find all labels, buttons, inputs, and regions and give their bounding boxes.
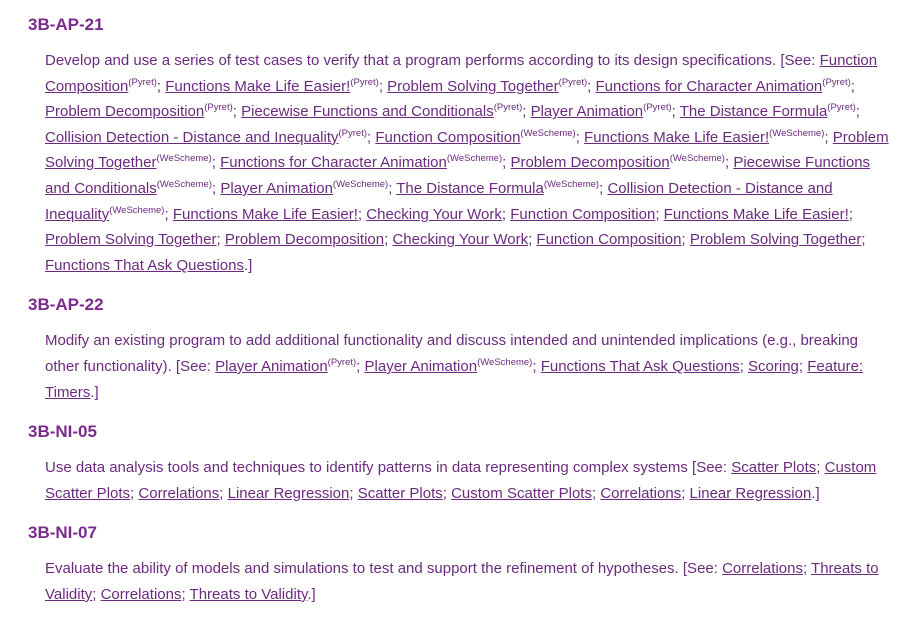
language-tag: (WeScheme) bbox=[156, 178, 213, 190]
language-tag: (Pyret) bbox=[827, 102, 856, 114]
description-text: Evaluate the ability of models and simulations to test and support the refinement of hypotheses. bbox=[45, 560, 679, 578]
language-tag: (Pyret) bbox=[643, 102, 672, 114]
lesson-link[interactable]: Problem Solving Together bbox=[689, 231, 862, 249]
language-tag: (Pyret) bbox=[327, 356, 357, 368]
lesson-link[interactable]: Custom Scatter Plots bbox=[45, 459, 877, 502]
lesson-link[interactable]: Correlations bbox=[138, 484, 220, 502]
lesson-link[interactable]: Functions Make Life Easier! bbox=[172, 205, 358, 223]
language-tag: (Pyret) bbox=[558, 76, 588, 88]
see-prefix: [See: bbox=[692, 459, 728, 477]
description-text: Develop and use a series of test cases to verify that a program performs according to its design specifications. bbox=[45, 52, 777, 69]
lesson-link[interactable]: Correlations bbox=[100, 585, 182, 603]
lesson-link[interactable]: Custom Scatter Plots bbox=[451, 484, 592, 502]
lesson-link[interactable]: Functions That Ask Questions bbox=[45, 256, 244, 274]
lesson-link[interactable]: Problem Solving Together bbox=[45, 128, 889, 172]
lesson-link[interactable]: Threats to Validity bbox=[189, 585, 308, 603]
language-tag: (WeScheme) bbox=[543, 178, 600, 190]
lesson-link[interactable]: Problem Decomposition bbox=[45, 103, 205, 121]
lesson-link[interactable]: Correlations bbox=[722, 560, 803, 578]
lesson-link[interactable]: Linear Regression bbox=[689, 484, 812, 502]
standard-description: Evaluate the ability of models and simulations to test and support the refinement of hypotheses. [See: Correlations; Threats to Validity; Correlations; Threats to Validity.] bbox=[45, 560, 879, 603]
language-tag: (Pyret) bbox=[493, 102, 523, 114]
lesson-link[interactable]: Functions Make Life Easier! bbox=[584, 128, 770, 146]
lesson-link[interactable]: Player Animation bbox=[364, 357, 478, 375]
standard-description: Develop and use a series of test cases to verify that a program performs according to its design specifications. [See: Function Composition$^{(Pyret)}$; Functions Make Life Easier!$^{(Pyret)}$; Problem Solving Together$^{(Pyret)}$; Functions for Character Animation$^{(Pyret)}$; Problem Decomposition$^{(Pyret)}$; Piecewise Functions and Conditionals$^{(Pyret)}$; Player Animation$^{(Pyret)}$; The Distance Formula$^{(Pyret)}$; Collision Detection - Distance and Inequality$^{(Pyret)}$; Function Composition$^{(WeScheme)}$; Functions Make Life Easier!$^{(WeScheme)}$; Problem Solving Together$^{(WeScheme)}$; Functions for Character Animation$^{(WeScheme)}$; Problem Decomposition$^{(WeScheme)}$; Piecewise Functions and Conditionals$^{(WeScheme)}$; Player Animation$^{(WeScheme)}$; The Distance Formula$^{(WeScheme)}$; Collision Detection - Distance and Inequality$^{(WeScheme)}$; Functions Make Life Easier!; Checking Your Work; Function Composition; Functions Make Life Easier!; Problem Solving Together; Problem Decomposition; Checking Your Work; Function Composition; Problem Solving Together; Functions That Ask Questions.] bbox=[45, 52, 889, 274]
lesson-link[interactable]: The Distance Formula bbox=[396, 179, 544, 197]
see-prefix: [See: bbox=[682, 560, 718, 578]
description-text: Use data analysis tools and techniques to identify patterns in data representing complex systems bbox=[45, 459, 688, 477]
see-close: .] bbox=[811, 484, 820, 502]
see-prefix: [See: bbox=[780, 52, 816, 69]
standard-block bbox=[28, 419, 890, 506]
lesson-link[interactable]: Collision Detection - Distance and Inequality bbox=[45, 179, 833, 223]
standard-block bbox=[28, 292, 890, 405]
standard-code: 3B-NI-07 bbox=[28, 523, 97, 543]
language-tag: (Pyret) bbox=[350, 76, 379, 88]
standard-block bbox=[28, 520, 890, 607]
lesson-link[interactable]: Function Composition bbox=[45, 52, 878, 95]
lesson-link[interactable]: Player Animation bbox=[215, 357, 328, 375]
standard-block bbox=[28, 12, 890, 278]
standard-code: 3B-AP-21 bbox=[28, 15, 104, 34]
lesson-link[interactable]: Functions for Character Animation bbox=[220, 154, 447, 172]
language-tag: (WeScheme) bbox=[520, 127, 576, 139]
lesson-link[interactable]: Scoring bbox=[748, 357, 799, 375]
see-prefix: [See: bbox=[175, 357, 211, 375]
lesson-link[interactable]: Checking Your Work bbox=[392, 231, 529, 249]
lesson-link[interactable]: Correlations bbox=[600, 484, 682, 502]
language-tag: (WeScheme) bbox=[332, 178, 389, 190]
language-tag: (WeScheme) bbox=[446, 153, 503, 165]
lesson-link[interactable]: Collision Detection - Distance and Inequality bbox=[45, 128, 339, 146]
lesson-link[interactable]: Threats to Validity bbox=[45, 560, 879, 603]
see-close: .] bbox=[244, 256, 253, 274]
lesson-link[interactable]: Function Composition bbox=[510, 205, 656, 223]
lesson-link[interactable]: Functions Make Life Easier! bbox=[663, 205, 849, 223]
standard-description: Modify an existing program to add additional functionality and discuss intended and unintended implications (e.g., breaking other functionality). [See: Player Animation$^{(Pyret)}$; Player Animation$^{(WeScheme)}$; Functions That Ask Questions; Scoring; Feature: Timers.] bbox=[45, 332, 864, 401]
language-tag: (WeScheme) bbox=[109, 204, 165, 216]
see-close: .] bbox=[307, 585, 316, 603]
standard-code: 3B-AP-22 bbox=[28, 295, 104, 315]
description-text: Modify an existing program to add additional functionality and discuss intended and unintended implications (e.g., breaking other functionality). bbox=[45, 332, 859, 375]
standard-code: 3B-NI-05 bbox=[28, 422, 97, 442]
lesson-link[interactable]: Feature: Timers bbox=[45, 357, 864, 401]
language-tag: (Pyret) bbox=[822, 76, 851, 88]
lesson-link[interactable]: The Distance Formula bbox=[679, 103, 828, 121]
lesson-link[interactable]: Problem Decomposition bbox=[224, 231, 385, 249]
language-tag: (Pyret) bbox=[128, 76, 157, 88]
lesson-link[interactable]: Scatter Plots bbox=[357, 484, 443, 502]
language-tag: (WeScheme) bbox=[669, 153, 725, 165]
language-tag: (Pyret) bbox=[338, 127, 367, 139]
lesson-link[interactable]: Problem Solving Together bbox=[45, 231, 217, 249]
lesson-link[interactable]: Player Animation bbox=[530, 103, 644, 121]
language-tag: (Pyret) bbox=[204, 102, 233, 114]
lesson-link[interactable]: Functions That Ask Questions bbox=[540, 357, 740, 375]
lesson-link[interactable]: Checking Your Work bbox=[366, 205, 502, 223]
see-close: .] bbox=[90, 383, 99, 401]
lesson-link[interactable]: Linear Regression bbox=[227, 484, 350, 502]
lesson-link[interactable]: Problem Solving Together bbox=[387, 77, 559, 95]
lesson-link[interactable]: Functions for Character Animation bbox=[595, 77, 823, 95]
lesson-link[interactable]: Piecewise Functions and Conditionals bbox=[241, 103, 494, 121]
lesson-link[interactable]: Scatter Plots bbox=[731, 459, 817, 477]
lesson-link[interactable]: Function Composition bbox=[536, 231, 682, 249]
language-tag: (WeScheme) bbox=[156, 153, 212, 165]
lesson-link[interactable]: Function Composition bbox=[375, 128, 521, 146]
lesson-link[interactable]: Player Animation bbox=[220, 179, 333, 197]
lesson-link[interactable]: Piecewise Functions and Conditionals bbox=[45, 154, 871, 197]
lesson-link[interactable]: Problem Decomposition bbox=[510, 154, 670, 172]
language-tag: (WeScheme) bbox=[769, 127, 825, 139]
language-tag: (WeScheme) bbox=[477, 356, 533, 368]
lesson-link[interactable]: Functions Make Life Easier! bbox=[165, 77, 351, 95]
standard-description: Use data analysis tools and techniques to identify patterns in data representing complex systems [See: Scatter Plots; Custom Scatter Plots; Correlations; Linear Regression; Scatter Plots; Custom Scatter Plots; Correlations; Linear Regression.] bbox=[45, 459, 877, 502]
